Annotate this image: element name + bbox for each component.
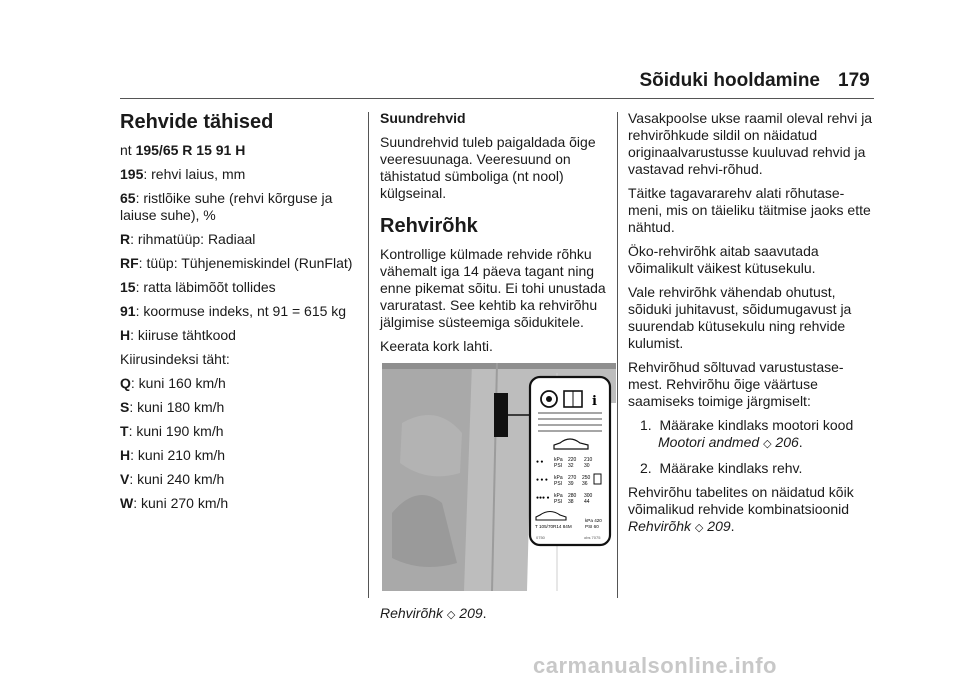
- svg-text:kPa: kPa: [554, 457, 563, 463]
- caption-ref-link[interactable]: Rehvirõhk: [380, 605, 444, 621]
- directional-tires-heading: Suundrehvid: [380, 110, 466, 126]
- info-icon: i: [592, 394, 597, 409]
- svg-text:30: 30: [584, 463, 590, 469]
- column-divider-1: [368, 112, 369, 598]
- unscrew-cap-text: Keerata kork lahti.: [380, 338, 493, 354]
- page-number: 179: [838, 70, 870, 91]
- speed-item: S: kuni 180 km/h: [120, 399, 225, 415]
- svg-text:T 105/70R14 84M: T 105/70R14 84M: [535, 524, 572, 529]
- page-ref-icon: ◇: [763, 438, 772, 450]
- engine-data-ref-link[interactable]: Mootori andmed: [658, 434, 760, 450]
- svg-text:210: 210: [584, 457, 593, 463]
- svg-text:32: 32: [568, 463, 574, 469]
- figure-caption: Rehvirõhk ◇ 209.: [380, 605, 487, 621]
- example-code: 195/65 R 15 91 H: [135, 142, 246, 158]
- svg-text:PSI: PSI: [554, 499, 563, 505]
- tire-pressure-heading: Rehvirõhk: [380, 215, 478, 237]
- section-title: Sõiduki hooldamine: [639, 70, 820, 91]
- load-icon: ●●● ●: [536, 495, 550, 501]
- svg-text:300: 300: [584, 493, 593, 499]
- svg-text:PSI: PSI: [554, 481, 563, 487]
- marking-item: 65: ristlõike suhe (rehvi kõrguse ja laiuse suhe), %: [120, 190, 333, 223]
- speed-item: V: kuni 240 km/h: [120, 471, 225, 487]
- speed-item: W: kuni 270 km/h: [120, 495, 229, 511]
- svg-text:250: 250: [582, 475, 591, 481]
- tire-pressure-label-figure: [382, 363, 616, 591]
- tire-pressure-text: Kontrollige külmade rehvide rõhku vähemalt iga 14 päeva tagant ning enne pikemat sõitu. Ei tohi unustada varuratast. See kehtib ka rehvirõhu jälgimise süsteemiga sõidukitele.: [380, 246, 606, 330]
- example-prefix: nt: [120, 142, 132, 158]
- equipment-pressure-text: Rehvirõhud sõltuvad varustustase-mest. Rehvirõhu õige väärtuse saamiseks toimige järgmiselt:: [628, 359, 844, 409]
- svg-text:kPa: kPa: [554, 475, 563, 481]
- door-label-text: Vasakpoolse ukse raamil oleval rehvi ja rehvirõhkude sildil on näidatud originaalvarustusse kuuluvad rehvid ja vastavad rehvi-rõhud.: [628, 110, 873, 177]
- column-3: [628, 110, 876, 544]
- tire-markings-heading: Rehvide tähised: [120, 111, 274, 133]
- svg-text:0750: 0750: [536, 535, 545, 540]
- svg-text:36: 36: [582, 481, 588, 487]
- svg-text:kPa: kPa: [554, 493, 563, 499]
- svg-text:obs 7075: obs 7075: [584, 535, 601, 540]
- list-item: 1. Määrake kindlaks mootori kood Mootori andmed ◇ 206.: [640, 417, 854, 450]
- wrong-pressure-text: Vale rehvirõhk vähendab ohutust, sõiduki juhitavust, sõidumugavust ja suurendab kütusekulu ning rehvide kulumist.: [628, 284, 852, 351]
- svg-text:280: 280: [568, 493, 577, 499]
- svg-text:39: 39: [568, 481, 574, 487]
- marking-item: 195: rehvi laius, mm: [120, 166, 246, 182]
- marking-item: 91: koormuse indeks, nt 91 = 615 kg: [120, 303, 347, 319]
- tire-code-example: [120, 142, 358, 159]
- svg-text:kPa 420: kPa 420: [585, 518, 602, 523]
- speed-item: H: kuni 210 km/h: [120, 447, 226, 463]
- svg-text:PSI: PSI: [554, 463, 563, 469]
- header-rule: [120, 98, 874, 99]
- spare-tire-text: Täitke tagavararehv alati rõhutase-meni, mis on täieliku täitmise jaoks ette nähtud.: [628, 185, 871, 235]
- marking-item: 15: ratta läbimõõt tollides: [120, 279, 276, 295]
- load-icon: ● ● ●: [536, 477, 548, 483]
- speed-item: T: kuni 190 km/h: [120, 423, 224, 439]
- caption-page[interactable]: 209: [459, 605, 483, 621]
- marking-item: H: kiiruse tähtkood: [120, 327, 236, 343]
- engine-data-page[interactable]: 206: [775, 434, 799, 450]
- column-divider-2: [617, 112, 618, 598]
- watermark: carmanualsonline.info: [533, 653, 777, 678]
- pressure-tables-text: Rehvirõhu tabelites on näidatud kõik võimalikud rehvide kombinatsioonid Rehvirõhk ◇ 209.: [628, 484, 854, 534]
- column-1: [120, 110, 358, 519]
- directional-tires-text: Suundrehvid tuleb paigaldada õige veeresuunaga. Veeresuund on tähistatud sümboliga (nt nool) külgseinal.: [380, 134, 596, 201]
- speed-index-heading: Kiirusindeksi täht:: [120, 351, 230, 367]
- marking-item: R: rihmatüüp: Radiaal: [120, 231, 256, 247]
- page-ref-icon: ◇: [694, 522, 704, 534]
- svg-text:270: 270: [568, 475, 577, 481]
- pressure-ref-link[interactable]: Rehvirõhk: [628, 518, 692, 534]
- column-2: [380, 110, 616, 631]
- speed-item: Q: kuni 160 km/h: [120, 375, 226, 391]
- load-icon: ● ●: [536, 459, 544, 465]
- svg-text:38: 38: [568, 499, 574, 505]
- list-item: 2. Määrake kindlaks rehv.: [640, 460, 803, 476]
- label-location-marker: [494, 393, 508, 437]
- svg-text:PSI 60: PSI 60: [585, 524, 599, 529]
- svg-text:44: 44: [584, 499, 590, 505]
- pressure-ref-page[interactable]: 209: [707, 518, 731, 534]
- eco-pressure-text: Öko-rehvirõhk aitab saavutada võimalikult väikest kütusekulu.: [628, 243, 819, 276]
- page-ref-icon: ◇: [446, 609, 456, 621]
- svg-text:220: 220: [568, 457, 577, 463]
- marking-item: RF: tüüp: Tühjenemiskindel (RunFlat): [120, 255, 353, 271]
